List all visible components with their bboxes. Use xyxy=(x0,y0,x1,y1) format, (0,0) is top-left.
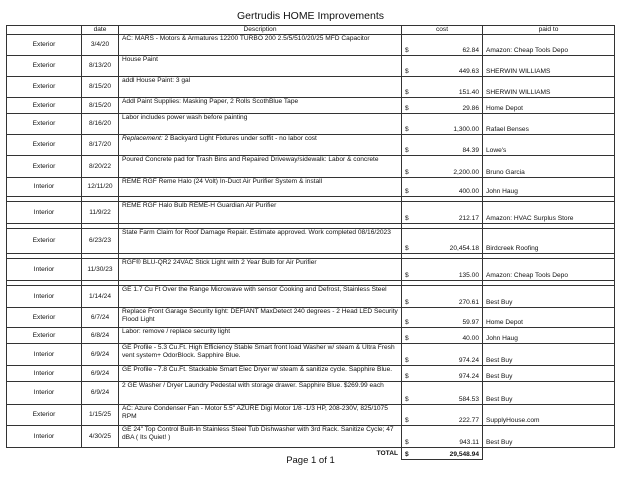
paid-to-cell: Best Buy xyxy=(483,366,615,382)
category-cell: Exterior xyxy=(7,35,82,56)
description-cell xyxy=(119,426,402,448)
table-row xyxy=(7,178,615,197)
currency-symbol: $ xyxy=(405,357,409,364)
cost-value: 400.00 xyxy=(458,188,479,195)
description-text: GE 24" Top Control Built-In Stainless Steel Tub Dishwasher with 3rd Rack. Sanitize Cycle; 47 dBA ( Its Quiet! ) xyxy=(122,426,394,441)
table-row xyxy=(7,114,615,135)
currency-symbol: $ xyxy=(405,396,409,403)
description-cell xyxy=(119,382,402,405)
date-cell: 8/16/20 xyxy=(82,114,119,135)
cost-value: 943.11 xyxy=(459,439,479,446)
table-row xyxy=(7,366,615,382)
cost-cell xyxy=(402,156,483,178)
header-category xyxy=(7,26,82,35)
description-cell xyxy=(119,405,402,426)
currency-symbol: $ xyxy=(405,299,409,306)
cost-cell xyxy=(402,405,483,426)
cost-cell xyxy=(402,114,483,135)
paid-to-cell: Lowe's xyxy=(483,135,615,156)
table-row xyxy=(7,229,615,254)
table-row xyxy=(7,426,615,448)
cost-value: 40.00 xyxy=(462,335,479,342)
date-cell: 11/9/22 xyxy=(82,202,119,224)
total-label: TOTAL xyxy=(119,448,402,460)
table-row xyxy=(7,35,615,56)
description-text: AC: Azure Condenser Fan - Motor 5.5" AZURE Digi Motor 1/8 -1/3 HP, 208-230V, 825/1075 RPM xyxy=(122,405,388,420)
category-cell: Exterior xyxy=(7,114,82,135)
cost-value: 2,200.00 xyxy=(453,169,479,176)
category-cell: Interior xyxy=(7,286,82,308)
table-row xyxy=(7,328,615,344)
date-cell: 8/17/20 xyxy=(82,135,119,156)
description-text: addl House Paint: 3 gal xyxy=(122,77,191,84)
description-text: GE Profile - 5.3 Cu.Ft. High Efficiency Stable Smart front load Washer w/ steam & Ultra Fresh vent system+ OdorBlock. Sapphire Blue. xyxy=(122,344,395,359)
date-cell: 6/9/24 xyxy=(82,366,119,382)
currency-symbol: $ xyxy=(405,47,409,54)
category-cell: Interior xyxy=(7,344,82,366)
cost-value: 212.17 xyxy=(458,215,479,222)
paid-to-cell: Home Depot xyxy=(483,308,615,328)
currency-symbol: $ xyxy=(405,373,409,380)
cost-cell xyxy=(402,426,483,448)
paid-to-cell: Amazon: HVAC Surplus Store xyxy=(483,202,615,224)
paid-to-cell: SupplyHouse.com xyxy=(483,405,615,426)
paid-to-cell: John Haug xyxy=(483,178,615,197)
category-cell: Interior xyxy=(7,259,82,281)
description-text: GE Profile - 7.8 Cu.Ft. Stackable Smart Elec Dryer w/ steam & sanitize cycle. Sapphire Blue. xyxy=(122,366,393,373)
currency-symbol: $ xyxy=(405,245,409,252)
description-text: 2 Backyard Light Fixtures under soffit - no labor cost xyxy=(162,135,317,142)
cost-value: 584.53 xyxy=(458,396,479,403)
cost-cell xyxy=(402,35,483,56)
date-cell: 6/8/24 xyxy=(82,328,119,344)
description-cell xyxy=(119,229,402,254)
category-cell: Interior xyxy=(7,178,82,197)
cost-value: 29.86 xyxy=(462,105,479,112)
date-cell: 1/14/24 xyxy=(82,286,119,308)
table-row xyxy=(7,382,615,405)
table-row xyxy=(7,259,615,281)
cost-value: 151.40 xyxy=(458,89,479,96)
table-row xyxy=(7,405,615,426)
date-cell: 8/20/22 xyxy=(82,156,119,178)
paid-to-cell: Amazon: Cheap Tools Depo xyxy=(483,259,615,281)
currency-symbol: $ xyxy=(405,126,409,133)
paid-to-cell: Home Depot xyxy=(483,98,615,114)
description-text: GE 1.7 Cu Ft Over the Range Microwave with sensor Cooking and Defrost, Stainless Steel xyxy=(122,286,387,293)
description-cell xyxy=(119,366,402,382)
currency-symbol: $ xyxy=(405,335,409,342)
currency-symbol: $ xyxy=(405,105,409,112)
cost-value: 222.77 xyxy=(458,417,479,424)
cost-cell xyxy=(402,178,483,197)
cost-cell xyxy=(402,135,483,156)
description-text: Addl Paint Supplies: Masking Paper, 2 Rolls ScothBlue Tape xyxy=(122,98,299,105)
category-cell: Exterior xyxy=(7,77,82,98)
paid-to-cell: Amazon: Cheap Tools Depo xyxy=(483,35,615,56)
description-text: Labor: remove / replace security light xyxy=(122,328,231,335)
header-cost: cost xyxy=(402,26,483,35)
cost-value: 20,454.18 xyxy=(449,245,479,252)
description-cell xyxy=(119,135,402,156)
date-cell: 6/9/24 xyxy=(82,344,119,366)
date-cell: 12/11/20 xyxy=(82,178,119,197)
category-cell: Exterior xyxy=(7,135,82,156)
cost-cell xyxy=(402,229,483,254)
cost-cell xyxy=(402,202,483,224)
description-emphasis: Replacement: xyxy=(122,135,163,142)
description-cell xyxy=(119,77,402,98)
cost-value: 62.84 xyxy=(462,47,479,54)
table-row xyxy=(7,135,615,156)
category-cell: Interior xyxy=(7,366,82,382)
paid-to-cell: Rafael Benses xyxy=(483,114,615,135)
currency-symbol: $ xyxy=(405,147,409,154)
date-cell: 1/15/25 xyxy=(82,405,119,426)
description-text: House Paint xyxy=(122,56,158,63)
description-cell xyxy=(119,56,402,77)
paid-to-cell: Best Buy xyxy=(483,426,615,448)
category-cell: Interior xyxy=(7,202,82,224)
description-text: Poured Concrete pad for Trash Bins and Repaired Driveway/sidewalk: Labor & concrete xyxy=(122,156,379,163)
category-cell: Exterior xyxy=(7,308,82,328)
cost-cell xyxy=(402,98,483,114)
date-cell: 6/9/24 xyxy=(82,382,119,405)
cost-cell xyxy=(402,328,483,344)
cost-cell xyxy=(402,366,483,382)
description-text: AC: MARS - Motors & Armatures 12200 TURBO 200 2.5/5/510/20/25 MFD Capacitor xyxy=(122,35,370,42)
category-cell: Interior xyxy=(7,382,82,405)
paid-to-cell: Best Buy xyxy=(483,382,615,405)
cost-value: 135.00 xyxy=(458,272,479,279)
header-row xyxy=(7,26,615,35)
category-cell: Exterior xyxy=(7,229,82,254)
total-value: 29,548.94 xyxy=(449,451,479,458)
table-row xyxy=(7,202,615,224)
header-description: Description xyxy=(119,26,402,35)
paid-to-cell: Best Buy xyxy=(483,286,615,308)
currency-symbol: $ xyxy=(405,188,409,195)
date-cell: 3/4/20 xyxy=(82,35,119,56)
date-cell: 8/15/20 xyxy=(82,77,119,98)
paid-to-cell: Best Buy xyxy=(483,344,615,366)
date-cell: 8/13/20 xyxy=(82,56,119,77)
page-footer: Page 1 of 1 xyxy=(286,455,335,466)
description-cell xyxy=(119,35,402,56)
cost-cell xyxy=(402,344,483,366)
table-row xyxy=(7,156,615,178)
cost-cell xyxy=(402,56,483,77)
cost-value: 59.97 xyxy=(462,319,479,326)
description-cell xyxy=(119,328,402,344)
description-text: RGF® BLU-QR2 24VAC Stick Light with 2 Year Bulb for Air Purifier xyxy=(122,259,317,266)
total-currency: $ xyxy=(405,451,409,458)
header-paid-to: paid to xyxy=(483,26,615,35)
description-cell xyxy=(119,286,402,308)
cost-value: 84.39 xyxy=(462,147,479,154)
table-row xyxy=(7,56,615,77)
date-cell: 8/15/20 xyxy=(82,98,119,114)
description-text: Labor includes power wash before painting xyxy=(122,114,248,121)
table-row xyxy=(7,98,615,114)
expense-table xyxy=(6,25,615,460)
description-cell xyxy=(119,178,402,197)
table-row xyxy=(7,344,615,366)
description-cell xyxy=(119,202,402,224)
header-date: date xyxy=(82,26,119,35)
description-cell xyxy=(119,259,402,281)
description-text: REME RGF Halo Bulb REME-H Guardian Air Purifier xyxy=(122,202,277,209)
cost-cell xyxy=(402,286,483,308)
currency-symbol: $ xyxy=(405,215,409,222)
table-row xyxy=(7,308,615,328)
paid-to-cell: SHERWIN WILLIAMS xyxy=(483,56,615,77)
paid-to-cell: John Haug xyxy=(483,328,615,344)
paid-to-cell: SHERWIN WILLIAMS xyxy=(483,77,615,98)
description-text: REME RGF Reme Halo (24 Volt) In-Duct Air Purifier System & install xyxy=(122,178,323,185)
description-text: State Farm Claim for Roof Damage Repair. Estimate approved. Work completed 08/16/2023 xyxy=(122,229,391,236)
description-cell xyxy=(119,344,402,366)
currency-symbol: $ xyxy=(405,439,409,446)
date-cell: 6/7/24 xyxy=(82,308,119,328)
description-cell xyxy=(119,114,402,135)
description-cell xyxy=(119,98,402,114)
cost-value: 270.61 xyxy=(458,299,479,306)
cost-value: 1,300.00 xyxy=(453,126,479,133)
table-row xyxy=(7,77,615,98)
currency-symbol: $ xyxy=(405,169,409,176)
category-cell: Exterior xyxy=(7,98,82,114)
category-cell: Exterior xyxy=(7,405,82,426)
date-cell: 4/30/25 xyxy=(82,426,119,448)
cost-value: 449.63 xyxy=(458,68,479,75)
currency-symbol: $ xyxy=(405,68,409,75)
paid-to-cell: Bruno Garcia xyxy=(483,156,615,178)
category-cell: Exterior xyxy=(7,56,82,77)
description-text: Replace Front Garage Security light: DEFIANT MaxDetect 240 degrees - 2 Head LED Security Flood Light xyxy=(122,308,398,323)
cost-cell xyxy=(402,77,483,98)
currency-symbol: $ xyxy=(405,319,409,326)
description-cell xyxy=(119,156,402,178)
category-cell: Exterior xyxy=(7,328,82,344)
document-title: Gertrudis HOME Improvements xyxy=(236,10,385,22)
description-cell xyxy=(119,308,402,328)
description-text: 2 GE Washer / Dryer Laundry Pedestal with storage drawer. Sapphire Blue. $269.99 each xyxy=(122,382,384,389)
date-cell: 11/30/23 xyxy=(82,259,119,281)
cost-cell xyxy=(402,382,483,405)
cost-value: 974.24 xyxy=(458,373,479,380)
table-row xyxy=(7,286,615,308)
category-cell: Exterior xyxy=(7,156,82,178)
currency-symbol: $ xyxy=(405,89,409,96)
cost-cell xyxy=(402,308,483,328)
currency-symbol: $ xyxy=(405,272,409,279)
cost-cell xyxy=(402,259,483,281)
date-cell: 6/23/23 xyxy=(82,229,119,254)
paid-to-cell: Birdcreek Roofing xyxy=(483,229,615,254)
category-cell: Interior xyxy=(7,426,82,448)
cost-value: 974.24 xyxy=(458,357,479,364)
currency-symbol: $ xyxy=(405,417,409,424)
